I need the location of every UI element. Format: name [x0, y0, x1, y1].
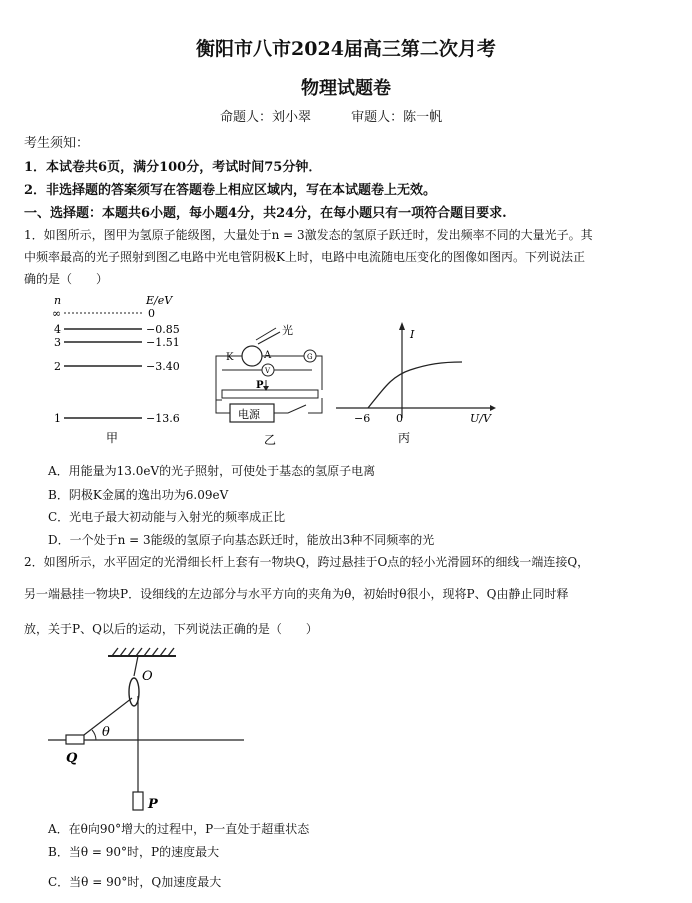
jia-n-label: n — [54, 294, 62, 307]
q2-ceiling-hatch — [112, 648, 174, 656]
bing-tick-neg: −6 — [354, 412, 371, 425]
q1-line-2: 中频率最高的光子照射到图乙电路中光电管阴极K上时，电路中电流随电压变化的图像如图丙。下列说法正 — [24, 250, 585, 264]
q2-block-p — [133, 792, 143, 810]
exam-subtitle: 物理试题卷 — [301, 78, 391, 99]
yi-light-ray-2 — [258, 332, 280, 344]
yi-source-label: 电源 — [238, 408, 260, 421]
jia-level-4-e: −0.85 — [146, 323, 180, 336]
q2-o-label: O — [142, 669, 153, 684]
q1-line-3: 确的是（ ） — [24, 272, 109, 286]
notice-item-2: 2．非选择题的答案须写在答题卷上相应区域内，写在本试题卷上无效。 — [24, 183, 437, 198]
q2-q-label: Q — [66, 751, 78, 766]
q2-p-label: P — [148, 797, 158, 812]
figure-jia — [50, 292, 200, 452]
q2-option-c: C．当θ = 90°时，Q加速度最大 — [48, 875, 222, 889]
q2-line-1: 2．如图所示，水平固定的光滑细长杆上套有一物块Q，跨过悬挂于O点的轻小光滑圆环的细线一端连接Q， — [24, 555, 590, 569]
section-heading: 一、选择题：本题共6小题，每小题4分，共24分，在每小题只有一项符合题目要求. — [24, 206, 507, 221]
q1-option-b: B．阴极K金属的逸出功为6.09eV — [48, 488, 229, 502]
q1-option-c: C．光电子最大初动能与入射光的频率成正比 — [48, 510, 286, 524]
jia-level-inf-n: ∞ — [52, 307, 62, 320]
jia-level-1-e: −13.6 — [146, 412, 180, 425]
yi-light-ray-1 — [256, 328, 276, 340]
q2-angle-arc — [92, 730, 96, 740]
notice-item-1: 1．本试卷共6页，满分100分，考试时间75分钟． — [24, 160, 322, 175]
q1-option-a: A．用能量为13.0eV的光子照射，可使处于基态的氢原子电离 — [48, 464, 376, 478]
yi-light-label: 光 — [282, 324, 293, 337]
author-reviewer: 审题人：陈一帆 — [351, 110, 443, 125]
jia-level-1-n: 1 — [54, 412, 61, 425]
yi-a-label: A — [264, 350, 272, 361]
q1-line-1: 1．如图所示，图甲为氢原子能级图，大量处于n = 3激发态的氢原子跃迁时，发出频率不同的大量光子。其 — [24, 228, 593, 242]
bing-y-arrow — [399, 322, 405, 330]
jia-e-label: E/eV — [146, 294, 173, 307]
figure-yi — [212, 318, 332, 452]
q1-option-d: D．一个处于n = 3能级的氢原子向基态跃迁时，能放出3种不同频率的光 — [48, 533, 435, 547]
yi-p-label: P — [256, 380, 264, 391]
q2-line-3: 放，关于P、Q以后的运动，下列说法正确的是（ ） — [24, 622, 318, 636]
jia-level-inf-e: 0 — [148, 307, 155, 320]
bing-x-label: U/V — [470, 412, 491, 425]
bing-y-label: I — [410, 328, 415, 341]
jia-caption: 甲 — [106, 431, 119, 445]
yi-switch — [274, 398, 322, 413]
bing-curve — [368, 362, 462, 408]
authors — [220, 106, 478, 125]
yi-v-label: V — [265, 367, 271, 375]
q2-line-2: 另一端悬挂一物块P．设细线的左边部分与水平方向的夹角为θ，初始时θ很小，现将P、Q由静止同时释 — [24, 587, 569, 601]
notice-heading: 考生须知： — [24, 136, 90, 151]
bing-caption: 丙 — [398, 431, 411, 445]
q2-hanger — [134, 656, 138, 676]
author-setter: 命题人：刘小翠 — [220, 110, 312, 125]
yi-phototube — [242, 346, 262, 366]
figure-q2 — [46, 646, 246, 818]
jia-level-2-n: 2 — [54, 360, 61, 373]
bing-origin: 0 — [396, 412, 403, 425]
yi-k-label: K — [226, 352, 234, 363]
yi-g-label: G — [307, 353, 313, 361]
figure-bing — [332, 318, 502, 452]
jia-level-3-n: 3 — [54, 336, 61, 349]
exam-title: 衡阳市八市2024届高三第二次月考 — [196, 38, 496, 60]
q2-option-b: B．当θ = 90°时，P的速度最大 — [48, 845, 220, 859]
q2-theta-label: θ — [102, 725, 110, 740]
yi-caption: 乙 — [264, 433, 277, 447]
q2-option-a: A．在θ向90°增大的过程中，P一直处于超重状态 — [48, 822, 310, 836]
jia-level-2-e: −3.40 — [146, 360, 180, 373]
jia-level-4-n: 4 — [54, 323, 61, 336]
yi-rheostat — [222, 390, 318, 398]
q2-block-q — [66, 735, 84, 744]
bing-x-arrow — [490, 405, 496, 411]
jia-level-3-e: −1.51 — [146, 336, 180, 349]
